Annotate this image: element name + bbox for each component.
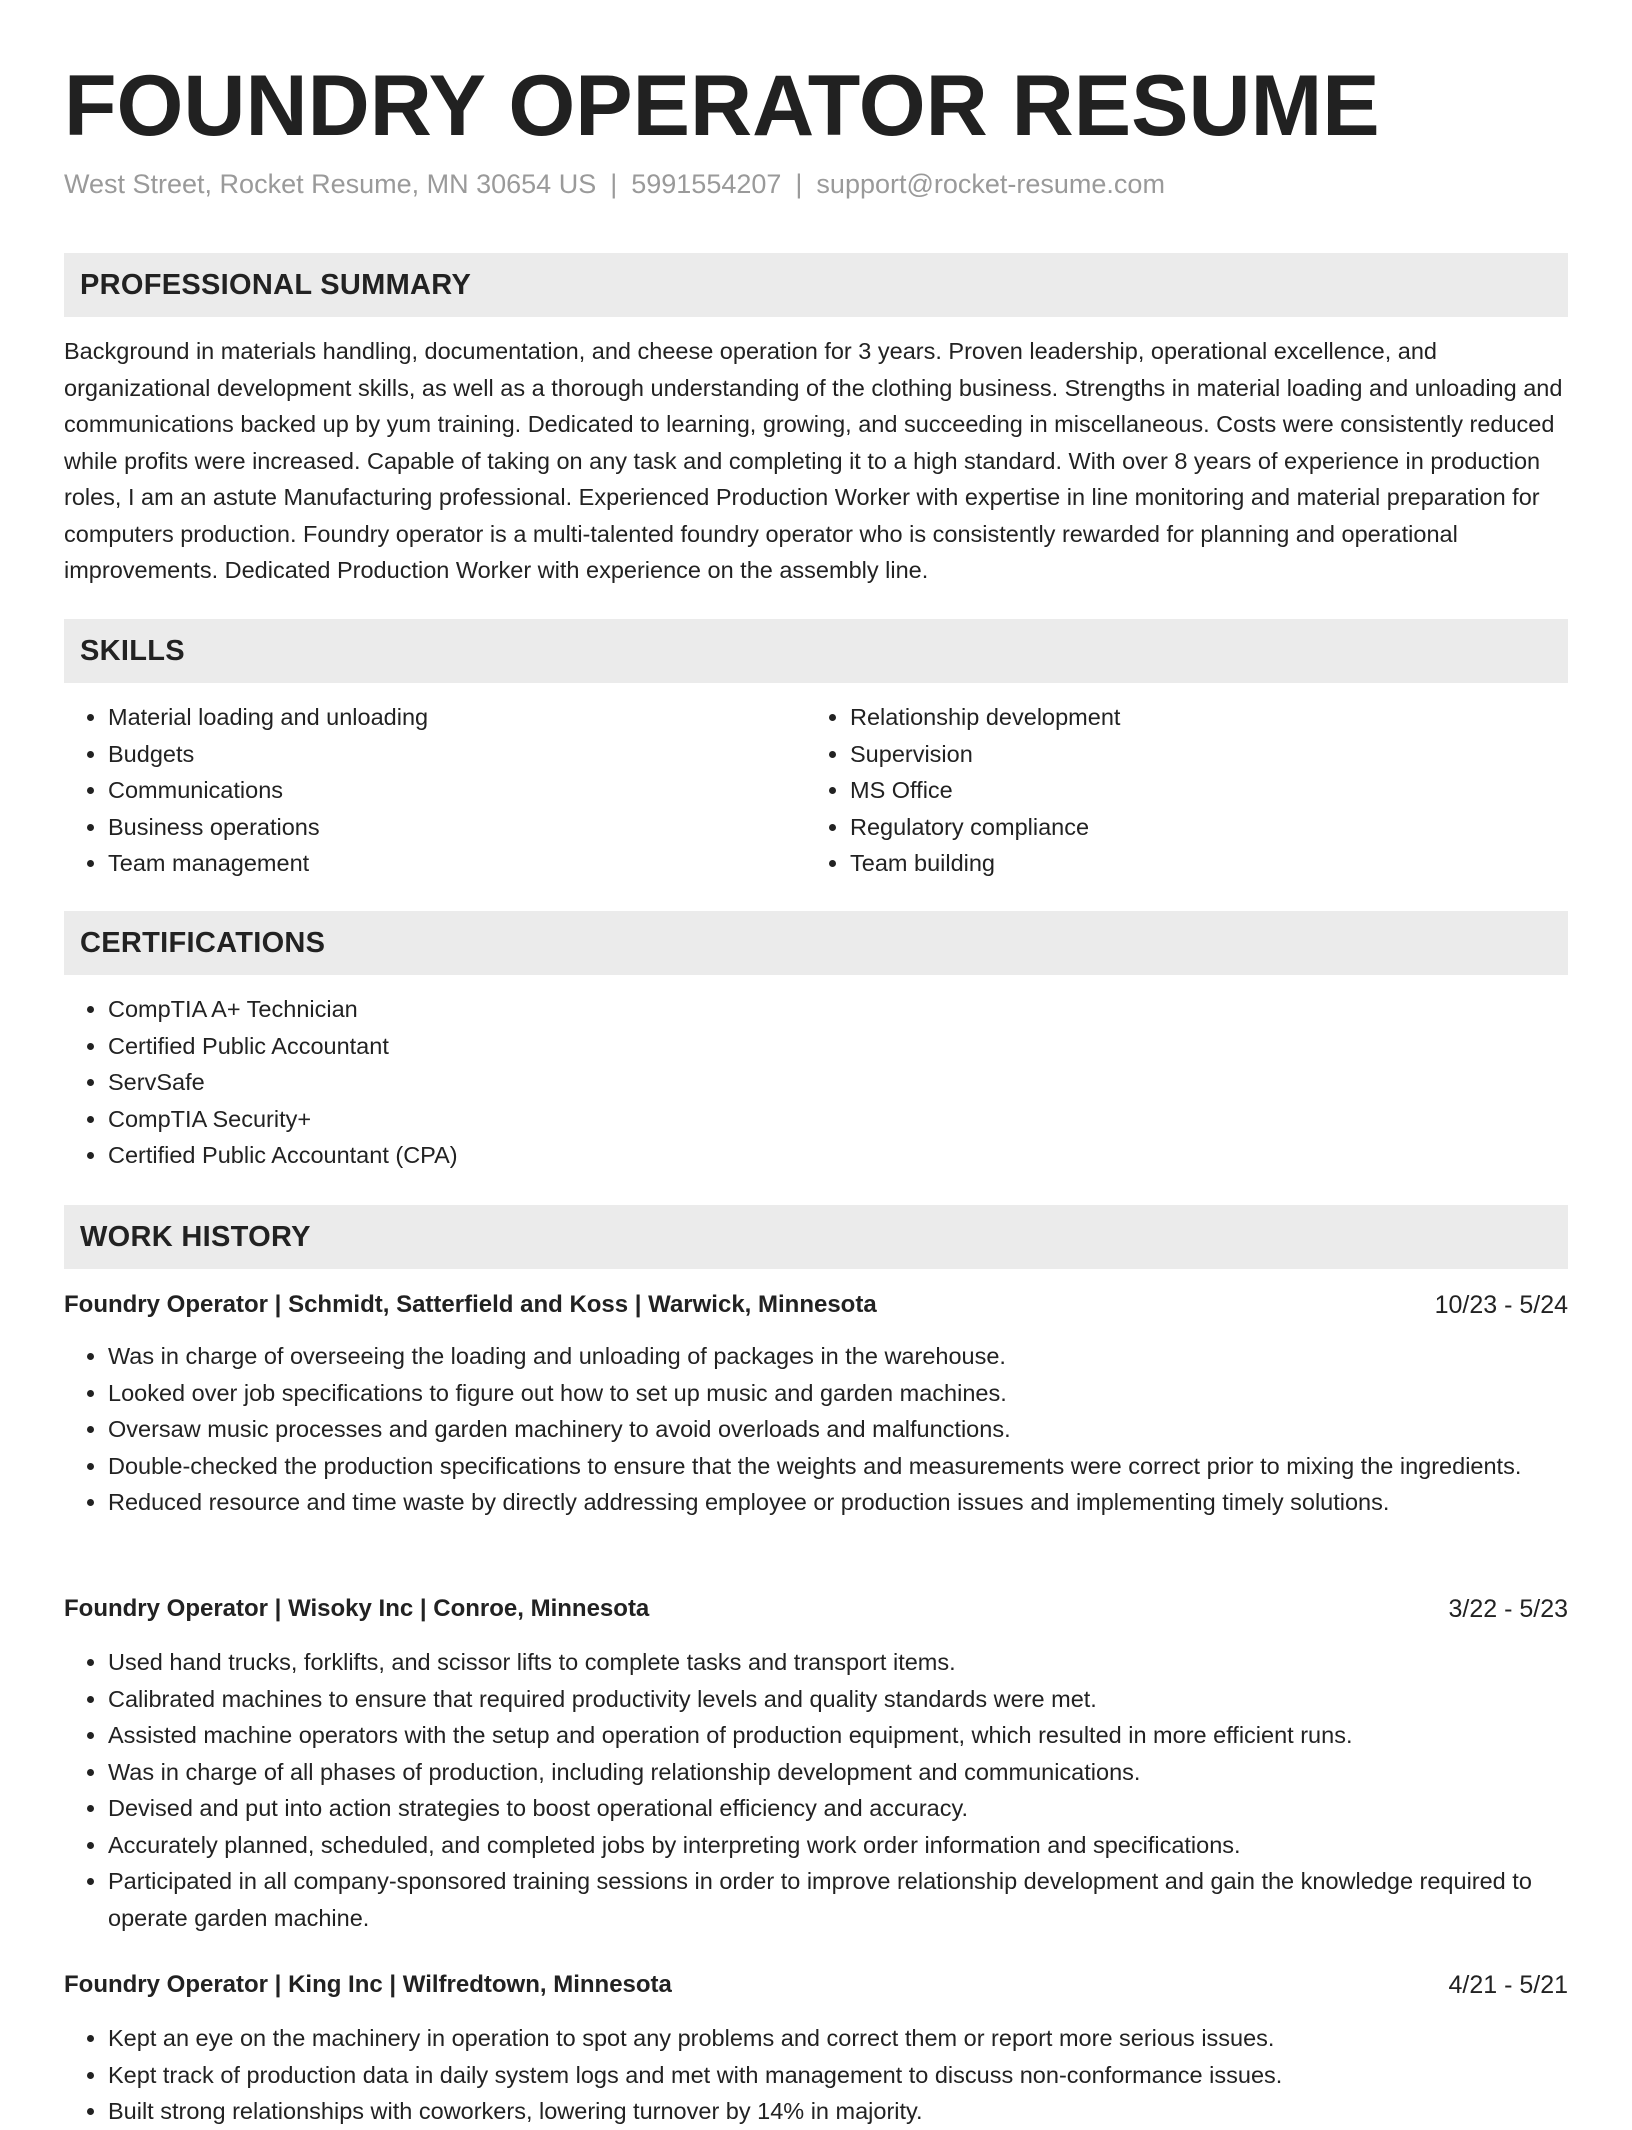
certifications-heading: CERTIFICATIONS [80, 927, 326, 959]
job-dates: 10/23 - 5/24 [1434, 1291, 1568, 1319]
job-duty: • Kept track of production data in daily system logs and met with management to discuss non-conformance issues. [108, 2057, 1568, 2094]
job-duty: • Calibrated machines to ensure that required productivity levels and quality standards were met. [108, 1681, 1568, 1718]
job-duties-list [64, 2020, 1568, 2130]
resume-title: FOUNDRY OPERATOR RESUME [64, 58, 1380, 154]
job-title: Foundry Operator | Schmidt, Satterfield and Koss | Warwick, Minnesota [64, 1291, 877, 1318]
certification-item: • Certified Public Accountant (CPA) [108, 1137, 1568, 1174]
skill-item: • MS Office [850, 772, 1550, 809]
job-title: Foundry Operator | King Inc | Wilfredtown, Minnesota [64, 1971, 672, 1998]
job-duty: • Participated in all company-sponsored training sessions in order to improve relationship development and gain the knowledge required to operate garden machine. [108, 1863, 1568, 1936]
certification-item: • Certified Public Accountant [108, 1028, 1568, 1065]
job-header [64, 1967, 1568, 2003]
contact-line [64, 166, 1165, 202]
skills-heading: SKILLS [80, 635, 185, 667]
skill-item: • Relationship development [850, 699, 1550, 736]
job-duty: • Was in charge of overseeing the loading and unloading of packages in the warehouse. [108, 1338, 1568, 1375]
job-duty: • Looked over job specifications to figure out how to set up music and garden machines. [108, 1375, 1568, 1412]
skill-item: • Team management [108, 845, 808, 882]
skill-item: • Budgets [108, 736, 808, 773]
certification-item: • CompTIA Security+ [108, 1101, 1568, 1138]
job-duty: • Oversaw music processes and garden machinery to avoid overloads and malfunctions. [108, 1411, 1568, 1448]
job-title: Foundry Operator | Wisoky Inc | Conroe, Minnesota [64, 1595, 650, 1622]
job-duty: • Assisted machine operators with the setup and operation of production equipment, which resulted in more efficient runs. [108, 1717, 1568, 1754]
summary-section-header [64, 253, 1568, 317]
job-duty: • Used hand trucks, forklifts, and scissor lifts to complete tasks and transport items. [108, 1644, 1568, 1681]
job-duty: • Kept an eye on the machinery in operation to spot any problems and correct them or report more serious issues. [108, 2020, 1568, 2057]
skill-item: • Regulatory compliance [850, 809, 1550, 846]
work-history-section-header [64, 1205, 1568, 1269]
skill-item: • Communications [108, 772, 808, 809]
job-header [64, 1287, 1568, 1323]
certification-item: • CompTIA A+ Technician [108, 991, 1568, 1028]
contact-separator: | [610, 169, 618, 199]
summary-heading: PROFESSIONAL SUMMARY [80, 269, 472, 301]
skill-item: • Supervision [850, 736, 1550, 773]
skills-section-header [64, 619, 1568, 683]
job-duties-list [64, 1644, 1568, 1936]
skill-item: • Business operations [108, 809, 808, 846]
job-dates: 3/22 - 5/23 [1448, 1595, 1568, 1623]
skills-list-left [64, 699, 808, 882]
contact-separator: | [795, 169, 803, 199]
job-duty: • Reduced resource and time waste by directly addressing employee or production issues and implementing timely solutions. [108, 1484, 1568, 1521]
certifications-section-header [64, 911, 1568, 975]
certification-item: • ServSafe [108, 1064, 1568, 1101]
job-duties-list [64, 1338, 1568, 1521]
job-duty: • Accurately planned, scheduled, and completed jobs by interpreting work order information and specifications. [108, 1827, 1568, 1864]
job-duty: • Built strong relationships with coworkers, lowering turnover by 14% in majority. [108, 2093, 1568, 2130]
work-history-heading: WORK HISTORY [80, 1221, 311, 1253]
summary-text: Background in materials handling, documentation, and cheese operation for 3 years. Proven leadership, operational excellence, and organizational development skills, as well as a thorough understanding of the clothing business. Strengths in material loading and unloading and communications backed up by yum training. Dedicated to learning, growing, and succeeding in miscellaneous. Costs were consistently reduced while profits were increased. Capable of taking on any task and completing it to a high standard. With over 8 years of experience in production roles, I am an astute Manufacturing professional. Experienced Production Worker with expertise in line monitoring and material preparation for computers production. Foundry operator is a multi-talented foundry operator who is consistently rewarded for planning and operational improvements. Dedicated Production Worker with experience on the assembly line. [64, 338, 1563, 583]
contact-email[interactable]: support@rocket-resume.com [816, 169, 1165, 199]
job-duty: • Double-checked the production specifications to ensure that the weights and measurements were correct prior to mixing the ingredients. [108, 1448, 1568, 1485]
job-header [64, 1591, 1568, 1627]
job-dates: 4/21 - 5/21 [1448, 1971, 1568, 1999]
skill-item: • Team building [850, 845, 1550, 882]
certifications-list [64, 991, 1568, 1174]
job-duty: • Was in charge of all phases of production, including relationship development and communications. [108, 1754, 1568, 1791]
contact-address: West Street, Rocket Resume, MN 30654 US [64, 169, 597, 199]
skills-list-right [806, 699, 1550, 882]
skill-item: • Material loading and unloading [108, 699, 808, 736]
job-duty: • Devised and put into action strategies to boost operational efficiency and accuracy. [108, 1790, 1568, 1827]
contact-phone: 5991554207 [631, 169, 782, 199]
